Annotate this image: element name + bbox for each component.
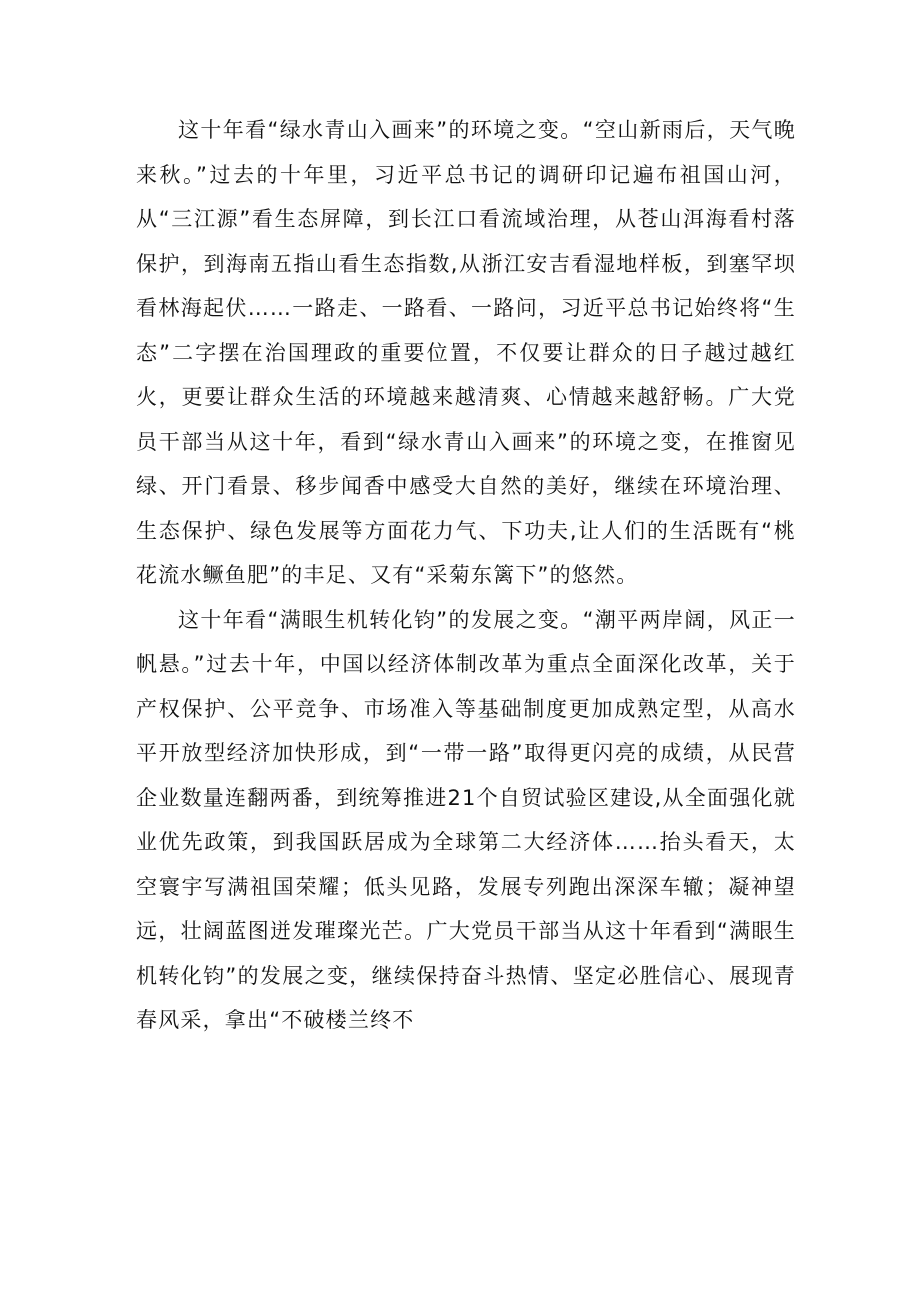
paragraph-development: 这十年看“满眼生机转化钧”的发展之变。“潮平两岸阔，风正一帆悬。”过去十年，中国以经济体制改革为重点全面深化改革，关于产权保护、公平竞争、市场准入等基础制度更加成熟定型，从高水平开放型经济加快形成，到“一带一路”取得更闪亮的成绩，从民营企业数量连翻两番，到统筹推进21个自贸试验区建设,从全面强化就业优先政策，到我国跃居成为全球第二大经济体……抬头看天，太空寰宇写满祖国荣耀；低头见路，发展专列跑出深深车辙；凝神望远，壮阔蓝图迸发璀璨光芒。广大党员干部当从这十年看到“满眼生机转化钧”的发展之变，继续保持奋斗热情、坚定必胜信心、展现青春风采，拿出“不破楼兰终不 (136, 607, 796, 1032)
body-text (136, 108, 796, 1043)
paragraph-environment: 这十年看“绿水青山入画来”的环境之变。“空山新雨后，天气晚来秋。”过去的十年里，习近平总书记的调研印记遍布祖国山河，从“三江源”看生态屏障，到长江口看流域治理，从苍山洱海看村落保护，到海南五指山看生态指数,从浙江安吉看湿地样板，到塞罕坝看林海起伏……一路走、一路看、一路问，习近平总书记始终将“生态”二字摆在治国理政的重要位置，不仅要让群众的日子越过越红火，更要让群众生活的环境越来越清爽、心情越来越舒畅。广大党员干部当从这十年，看到“绿水青山入画来”的环境之变，在推窗见绿、开门看景、移步闻香中感受大自然的美好，继续在环境治理、生态保护、绿色发展等方面花力气、下功夫,让人们的生活既有“桃花流水鳜鱼肥”的丰足、又有“采菊东篱下”的悠然。 (136, 118, 796, 587)
